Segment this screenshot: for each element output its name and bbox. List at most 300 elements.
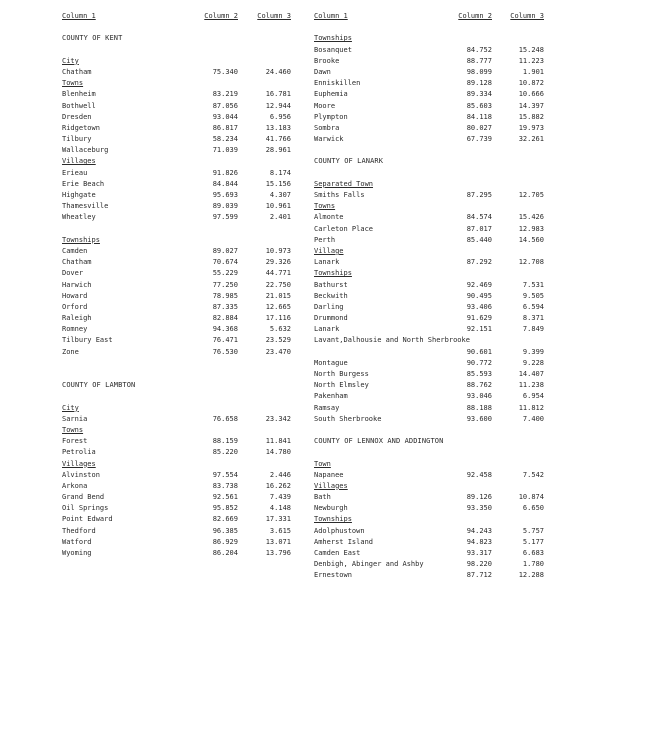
value-column-2: 70.674	[212, 258, 238, 267]
value-column-3: 5.757	[522, 526, 544, 535]
row-name: Camden	[62, 246, 88, 255]
value-column-3: 14.780	[265, 448, 291, 457]
row-name: Thedford	[62, 526, 96, 535]
value-column-3: 23.342	[265, 414, 291, 423]
header-column-2: Column 2	[458, 12, 492, 20]
row-name: Carleton Place	[314, 224, 374, 233]
heading-label: Townships	[314, 34, 352, 43]
row-name: Oil Springs	[62, 504, 109, 513]
value-column-2: 76.658	[212, 414, 238, 423]
value-column-3: 16.781	[265, 90, 291, 99]
row-name: Harwich	[62, 280, 92, 289]
value-column-3: 22.750	[265, 280, 291, 289]
value-column-2: 97.599	[212, 213, 238, 222]
value-column-3: 6.594	[522, 302, 544, 311]
row-name: Tilbury East	[62, 336, 113, 345]
value-column-3: 12.944	[265, 101, 291, 110]
row-name: Dresden	[62, 112, 92, 121]
value-column-3: 41.766	[265, 135, 291, 144]
left-column	[62, 11, 300, 559]
table-row	[314, 369, 546, 380]
value-column-2: 86.929	[212, 537, 238, 546]
table-row	[62, 436, 300, 447]
table-row	[62, 447, 300, 458]
value-column-2: 88.159	[212, 437, 238, 446]
value-column-2: 86.817	[212, 123, 238, 132]
spacer	[314, 22, 546, 33]
spacer	[62, 224, 300, 235]
value-column-2: 87.017	[466, 224, 492, 233]
row-name: Ramsay	[314, 403, 340, 412]
value-column-3: 14.407	[518, 370, 544, 378]
value-column-3: 44.771	[265, 269, 291, 278]
value-column-3: 4.307	[269, 191, 291, 199]
table-row	[314, 570, 546, 581]
value-column-2: 85.220	[212, 448, 238, 457]
value-column-3: 13.183	[265, 123, 291, 132]
value-column-2: 98.220	[466, 560, 492, 569]
row-name: Montague	[314, 358, 348, 367]
value-column-3: 1.901	[522, 67, 544, 76]
county-heading	[314, 156, 546, 167]
table-row	[62, 190, 300, 201]
value-column-2: 58.234	[212, 135, 238, 144]
value-column-2: 77.250	[212, 280, 238, 289]
spacer	[62, 45, 300, 56]
value-column-2: 93.046	[466, 392, 492, 401]
value-column-2: 90.601	[466, 347, 492, 356]
value-column-2: 92.458	[466, 470, 492, 479]
value-column-2: 83.219	[212, 90, 238, 99]
value-column-2: 75.340	[212, 67, 238, 76]
value-column-2: 78.985	[212, 291, 238, 300]
table-row	[314, 123, 546, 134]
table-row	[62, 168, 300, 179]
row-name: Tilbury	[62, 135, 92, 144]
table-row	[62, 291, 300, 302]
value-column-3: 6.683	[522, 549, 544, 557]
value-column-2: 97.554	[212, 470, 238, 479]
category-heading	[314, 459, 546, 470]
category-heading	[314, 201, 546, 212]
value-column-3: 4.148	[269, 504, 291, 513]
row-name: Plympton	[314, 112, 348, 121]
row-name: Chatham	[62, 67, 92, 76]
row-name: Napanee	[314, 470, 344, 479]
header-column-3: Column 3	[257, 12, 291, 20]
row-name: Sombra	[314, 123, 340, 132]
row-name: North Burgess	[314, 370, 369, 378]
row-name: Alvinston	[62, 470, 100, 479]
value-column-2: 85.603	[466, 101, 492, 110]
table-row	[62, 470, 300, 481]
row-name: Chatham	[62, 258, 92, 267]
heading-label: Towns	[62, 425, 84, 434]
value-column-3: 32.261	[518, 135, 544, 144]
value-column-2: 91.629	[466, 314, 492, 323]
value-column-3: 7.439	[269, 493, 291, 502]
value-column-3: 8.371	[522, 314, 544, 323]
row-name: Point Edward	[62, 515, 113, 524]
value-column-3: 16.262	[265, 481, 291, 490]
header-row	[62, 11, 300, 22]
heading-label: Town	[314, 459, 331, 468]
value-column-3: 12.705	[518, 191, 544, 199]
table-row	[314, 358, 546, 369]
row-name: Bothwell	[62, 101, 96, 110]
row-name: Newburgh	[314, 504, 348, 513]
row-name: Lanark	[314, 325, 340, 334]
value-column-3: 10.961	[265, 202, 291, 211]
value-column-3: 17.331	[265, 515, 291, 524]
value-column-2: 88.762	[466, 381, 492, 390]
heading-label: Townships	[62, 235, 100, 244]
row-name: Ridgetown	[62, 123, 100, 132]
row-name: Highgate	[62, 191, 96, 199]
row-name: Perth	[314, 235, 336, 244]
row-name: Amherst Island	[314, 537, 374, 546]
spacer	[62, 358, 300, 369]
heading-label: Towns	[314, 202, 336, 211]
row-name: Euphemia	[314, 90, 348, 99]
value-column-3: 17.116	[265, 314, 291, 323]
value-column-3: 6.650	[522, 504, 544, 513]
table-row	[314, 335, 546, 346]
row-name: Erie Beach	[62, 179, 105, 188]
value-column-3: 9.505	[522, 291, 544, 300]
row-name: Howard	[62, 291, 88, 300]
value-column-2: 95.693	[212, 191, 238, 199]
header-column-1: Column 1	[62, 12, 96, 20]
value-column-3: 13.796	[265, 549, 291, 557]
table-row	[314, 291, 546, 302]
spacer	[314, 145, 546, 156]
value-column-3: 8.174	[269, 168, 291, 177]
value-column-3: 10.973	[265, 246, 291, 255]
row-name: Erieau	[62, 168, 88, 177]
value-column-2: 94.243	[466, 526, 492, 535]
value-column-2: 92.561	[212, 493, 238, 502]
value-column-3: 9.228	[522, 358, 544, 367]
spacer	[62, 391, 300, 402]
value-column-2: 88.777	[466, 56, 492, 65]
row-name: Denbigh, Abinger and Ashby	[314, 560, 424, 569]
value-column-2: 87.335	[212, 302, 238, 311]
table-row	[62, 324, 300, 335]
table-row	[62, 335, 300, 346]
heading-label: COUNTY OF KENT	[62, 34, 123, 43]
value-column-3: 11.238	[518, 381, 544, 390]
value-column-3: 7.400	[522, 414, 544, 423]
spacer	[62, 369, 300, 380]
value-column-2: 93.044	[212, 112, 238, 121]
value-column-2: 55.229	[212, 269, 238, 278]
table-row	[314, 257, 546, 268]
value-column-3: 21.015	[265, 291, 291, 300]
category-heading	[62, 78, 300, 89]
table-row	[314, 302, 546, 313]
heading-label: City	[62, 403, 79, 412]
row-name: Arkona	[62, 481, 88, 490]
value-column-2: 80.027	[466, 123, 492, 132]
value-column-3: 14.560	[518, 235, 544, 244]
table-row	[62, 123, 300, 134]
value-column-2: 93.406	[466, 302, 492, 311]
value-column-2: 92.469	[466, 280, 492, 289]
heading-label: Separated Town	[314, 179, 374, 188]
row-name: Drummond	[314, 314, 348, 323]
value-column-2: 76.530	[212, 347, 238, 356]
table-row	[62, 268, 300, 279]
row-name: Ernestown	[314, 571, 352, 580]
table-row	[62, 481, 300, 492]
value-column-3: 7.849	[522, 325, 544, 334]
value-column-2: 89.128	[466, 79, 492, 88]
spacer	[314, 425, 546, 436]
row-name: Raleigh	[62, 314, 92, 323]
value-column-2: 89.334	[466, 90, 492, 99]
value-column-2: 89.027	[212, 246, 238, 255]
value-column-3: 19.973	[518, 123, 544, 132]
value-column-2: 67.739	[466, 135, 492, 144]
value-column-3: 9.399	[522, 347, 544, 356]
value-column-3: 6.954	[522, 392, 544, 401]
value-column-3: 28.961	[265, 146, 291, 155]
table-row	[314, 78, 546, 89]
header-row	[314, 11, 546, 22]
category-heading	[62, 156, 300, 167]
row-name: Orford	[62, 302, 88, 311]
row-name: South Sherbrooke	[314, 414, 382, 423]
value-column-2: 89.126	[466, 493, 492, 502]
value-column-3: 11.812	[518, 403, 544, 412]
table-row	[62, 145, 300, 156]
value-column-2: 90.495	[466, 291, 492, 300]
category-heading	[62, 56, 300, 67]
value-column-2: 87.712	[466, 571, 492, 580]
table-row	[62, 257, 300, 268]
value-column-2: 83.738	[212, 481, 238, 490]
spacer	[62, 22, 300, 33]
category-heading	[62, 235, 300, 246]
value-column-2: 96.385	[212, 526, 238, 535]
value-column-2: 84.574	[466, 213, 492, 222]
category-heading	[314, 514, 546, 525]
value-column-3: 11.841	[265, 437, 291, 446]
table-row	[314, 548, 546, 559]
row-name: Petrolia	[62, 448, 96, 457]
value-column-3: 5.632	[269, 325, 291, 334]
value-column-2: 93.600	[466, 414, 492, 423]
value-column-2: 93.350	[466, 504, 492, 513]
row-name: Adolphustown	[314, 526, 365, 535]
spacer	[314, 447, 546, 458]
table-row	[62, 280, 300, 291]
value-column-3: 12.288	[518, 571, 544, 580]
row-name: Lanark	[314, 258, 340, 267]
value-column-3: 29.326	[265, 258, 291, 267]
value-column-2: 98.099	[466, 67, 492, 76]
table-row	[314, 324, 546, 335]
county-heading	[62, 380, 300, 391]
table-row	[314, 503, 546, 514]
table-row	[62, 492, 300, 503]
category-heading	[314, 246, 546, 257]
county-heading	[62, 33, 300, 44]
category-heading	[62, 459, 300, 470]
heading-label: Villages	[62, 157, 96, 166]
row-name: Dover	[62, 269, 84, 278]
table-row	[62, 67, 300, 78]
category-heading	[62, 403, 300, 414]
spacer	[314, 168, 546, 179]
table-row	[314, 492, 546, 503]
value-column-2: 84.844	[212, 179, 238, 188]
row-name: Camden East	[314, 549, 361, 557]
table-row	[314, 537, 546, 548]
row-name: Zone	[62, 347, 79, 356]
value-column-3: 10.872	[518, 79, 544, 88]
row-name: Moore	[314, 101, 336, 110]
table-row	[314, 56, 546, 67]
table-row	[314, 470, 546, 481]
value-column-3: 23.470	[265, 347, 291, 356]
row-name: Thamesville	[62, 202, 109, 211]
heading-label: COUNTY OF LENNOX AND ADDINGTON	[314, 437, 444, 446]
value-column-2: 76.471	[212, 336, 238, 345]
row-name: Bathurst	[314, 280, 348, 289]
header-column-2: Column 2	[204, 12, 238, 20]
row-name: Lavant,Dalhousie and North Sherbrooke	[314, 336, 470, 345]
table-row	[62, 101, 300, 112]
value-column-2: 85.440	[466, 235, 492, 244]
value-column-2: 88.188	[466, 403, 492, 412]
value-column-3: 12.983	[518, 224, 544, 233]
heading-label: Villages	[314, 481, 348, 490]
table-row	[314, 235, 546, 246]
table-row	[314, 134, 546, 145]
table-row	[314, 347, 546, 358]
table-row	[314, 380, 546, 391]
row-name: Dawn	[314, 67, 331, 76]
table-row	[62, 414, 300, 425]
category-heading	[314, 33, 546, 44]
row-name: Warwick	[314, 135, 344, 144]
table-row	[62, 89, 300, 100]
value-column-3: 1.780	[522, 560, 544, 569]
table-row	[314, 403, 546, 414]
value-column-2: 84.118	[466, 112, 492, 121]
table-row	[314, 67, 546, 78]
row-name: Wyoming	[62, 549, 92, 557]
row-name: Wheatley	[62, 213, 96, 222]
row-name: Bosanquet	[314, 45, 352, 54]
table-row	[314, 224, 546, 235]
value-column-3: 15.248	[518, 45, 544, 54]
left-rows	[62, 22, 300, 559]
row-name: Darling	[314, 302, 344, 311]
row-name: Watford	[62, 537, 92, 546]
row-name: Wallaceburg	[62, 146, 109, 155]
row-name: Romney	[62, 325, 88, 334]
header-column-3: Column 3	[510, 12, 544, 20]
value-column-3: 13.071	[265, 537, 291, 546]
value-column-2: 87.292	[466, 258, 492, 267]
value-column-2: 91.826	[212, 168, 238, 177]
value-column-3: 10.666	[518, 90, 544, 99]
table-row	[314, 45, 546, 56]
value-column-3: 15.426	[518, 213, 544, 222]
value-column-3: 6.956	[269, 112, 291, 121]
heading-label: Village	[314, 246, 344, 255]
row-name: Beckwith	[314, 291, 348, 300]
heading-label: Townships	[314, 515, 352, 524]
value-column-2: 84.752	[466, 45, 492, 54]
value-column-2: 87.056	[212, 101, 238, 110]
table-row	[62, 514, 300, 525]
value-column-2: 94.823	[466, 537, 492, 546]
value-column-2: 82.884	[212, 314, 238, 323]
row-name: Blenheim	[62, 90, 96, 99]
value-column-2: 95.852	[212, 504, 238, 513]
value-column-3: 15.156	[265, 179, 291, 188]
value-column-2: 85.593	[466, 370, 492, 378]
value-column-3: 7.531	[522, 280, 544, 289]
table-row	[62, 503, 300, 514]
value-column-2: 87.295	[466, 191, 492, 199]
value-column-3: 12.665	[265, 302, 291, 311]
header-column-1: Column 1	[314, 12, 348, 20]
value-column-3: 2.446	[269, 470, 291, 479]
county-heading	[314, 436, 546, 447]
table-row	[62, 112, 300, 123]
heading-label: Towns	[62, 79, 84, 88]
category-heading	[314, 268, 546, 279]
table-row	[314, 280, 546, 291]
category-heading	[62, 425, 300, 436]
heading-label: Villages	[62, 459, 96, 468]
value-column-3: 2.401	[269, 213, 291, 222]
row-name: Enniskillen	[314, 79, 361, 88]
value-column-2: 90.772	[466, 358, 492, 367]
value-column-3: 11.223	[518, 56, 544, 65]
row-name: North Elmsley	[314, 381, 369, 390]
table-row	[314, 212, 546, 223]
value-column-3: 14.397	[518, 101, 544, 110]
row-name: Pakenham	[314, 392, 348, 401]
table-row	[314, 313, 546, 324]
right-rows	[314, 22, 546, 581]
table-row	[62, 212, 300, 223]
heading-label: COUNTY OF LANARK	[314, 157, 384, 166]
table-row	[62, 548, 300, 559]
value-column-2: 92.151	[466, 325, 492, 334]
value-column-2: 86.204	[212, 549, 238, 557]
table-row	[314, 414, 546, 425]
value-column-2: 93.317	[466, 549, 492, 557]
value-column-3: 7.542	[522, 470, 544, 479]
value-column-3: 10.874	[518, 493, 544, 502]
value-column-2: 71.039	[212, 146, 238, 155]
table-row	[62, 526, 300, 537]
row-name: Forest	[62, 437, 88, 446]
row-name: Brooke	[314, 56, 340, 65]
value-column-2: 89.039	[212, 202, 238, 211]
table-row	[62, 537, 300, 548]
row-name: Almonte	[314, 213, 344, 222]
category-heading	[314, 179, 546, 190]
row-name: Smiths Falls	[314, 191, 365, 199]
